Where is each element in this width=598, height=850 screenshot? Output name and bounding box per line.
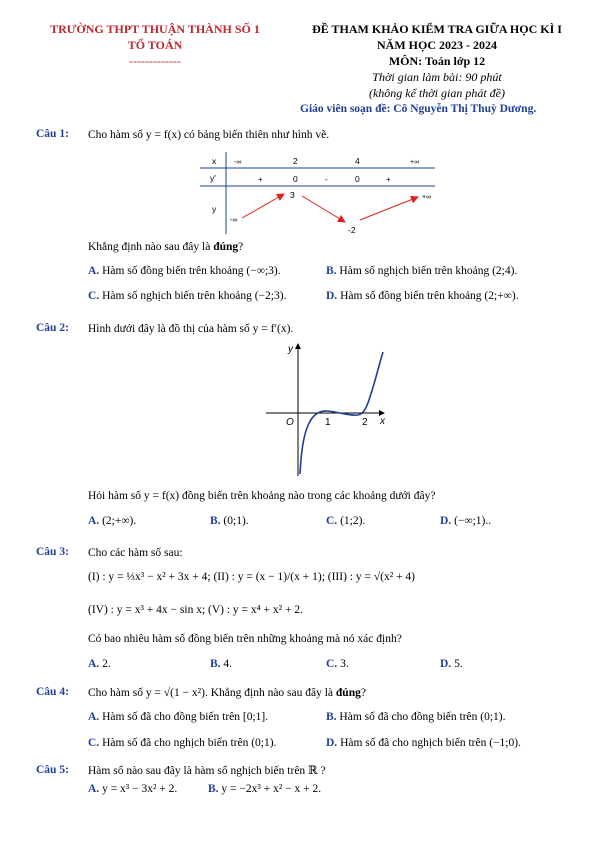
- arrow-decreasing: [302, 196, 345, 222]
- arrow-increasing-1: [242, 194, 284, 218]
- table-yp-label: y': [210, 173, 216, 183]
- arrow-increasing-2: [360, 197, 418, 220]
- exam-time: Thời gian làm bài: 90 phút: [372, 70, 502, 84]
- q2-option-b[interactable]: B. (0;1).: [210, 515, 249, 527]
- q2-option-d[interactable]: D. (−∞;1)..: [440, 515, 492, 527]
- x-tick-1: 1: [325, 417, 331, 428]
- table-yp-val-3: -: [325, 174, 328, 184]
- exam-title: ĐỀ THAM KHẢO KIỂM TRA GIỮA HỌC KÌ I: [312, 22, 562, 36]
- q1-option-c[interactable]: C. Hàm số nghịch biến trên khoảng (−2;3).: [88, 290, 287, 302]
- y-axis-label: y: [288, 344, 293, 355]
- question-5-stem: Hàm số nào sau đây là hàm số nghịch biến trên ℝ ?: [88, 765, 326, 777]
- variation-table: [200, 152, 435, 234]
- exam-time-note: (không kể thời gian phát đề): [368, 86, 506, 100]
- question-4-label: Câu 4:: [36, 686, 69, 698]
- table-x-val-3: 4: [355, 156, 360, 166]
- department-name: TỔ TOÁN: [127, 38, 183, 52]
- table-x-label: x: [212, 156, 217, 166]
- q4-option-d[interactable]: D. Hàm số đã cho nghịch biến trên (−1;0).: [326, 737, 521, 749]
- q2-option-c[interactable]: C. (1;2).: [326, 515, 366, 527]
- question-1-prompt: Khẳng định nào sau đây là đúng?: [88, 241, 244, 253]
- origin-label: O: [286, 417, 294, 428]
- question-3-functions-1: (I) : y = ⅓x³ − x² + 3x + 4; (II) : y = (x − 1)/(x + 1); (III) : y = √(x² + 4): [88, 571, 416, 583]
- q5-option-a[interactable]: A. y = x³ − 3x² + 2.: [88, 783, 178, 795]
- question-2-prompt: Hỏi hàm số y = f(x) đồng biến trên khoảng nào trong các khoảng dưới đây?: [88, 490, 436, 502]
- table-x-val-2: 2: [293, 156, 298, 166]
- table-y-label: y: [212, 204, 217, 214]
- question-1-label: Câu 1:: [36, 128, 69, 140]
- q5-option-b[interactable]: B. y = −2x³ + x² − x + 2.: [208, 783, 322, 795]
- table-x-val-4: +∞: [410, 159, 420, 166]
- table-yp-val-4: 0: [355, 174, 360, 184]
- x-axis-label: x: [380, 416, 385, 427]
- table-y-val-1: -∞: [230, 217, 238, 224]
- table-y-val-3: -2: [348, 225, 356, 234]
- question-3-functions-2: (IV) : y = x³ + 4x − sin x; (V) : y = x⁴ + x² + 2.: [88, 604, 303, 616]
- header-divider: -------------: [129, 54, 181, 68]
- q3-option-b[interactable]: B. 4.: [210, 658, 233, 670]
- q4-option-c[interactable]: C. Hàm số đã cho nghịch biến trên (0;1).: [88, 737, 277, 749]
- x-tick-2: 2: [362, 417, 368, 428]
- q1-option-a[interactable]: A. Hàm số đồng biến trên khoảng (−∞;3).: [88, 265, 281, 277]
- table-yp-val-5: +: [386, 175, 391, 184]
- question-5-label: Câu 5:: [36, 764, 69, 776]
- question-3-prompt: Có bao nhiêu hàm số đồng biến trên những khoảng mà nó xác định?: [88, 633, 402, 645]
- q4-option-b[interactable]: B. Hàm số đã cho đồng biến trên (0;1).: [326, 711, 506, 723]
- q2-option-a[interactable]: A. (2;+∞).: [88, 515, 137, 527]
- question-2-stem: Hình dưới đây là đồ thị của hàm số y = f′(x).: [88, 323, 294, 335]
- question-2-label: Câu 2:: [36, 322, 69, 334]
- question-4-stem: Cho hàm số y = √(1 − x²). Khẳng định nào sau đây là đúng?: [88, 687, 366, 699]
- school-year: NĂM HỌC 2023 - 2024: [377, 38, 497, 52]
- question-3-stem: Cho các hàm số sau:: [88, 547, 183, 559]
- q1-option-d[interactable]: D. Hàm số đồng biến trên khoảng (2;+∞).: [326, 290, 519, 302]
- subject: MÔN: Toán lớp 12: [388, 54, 486, 68]
- q3-option-c[interactable]: C. 3.: [326, 658, 349, 670]
- teacher-credit: Giáo viên soạn đề: Cô Nguyễn Thị Thuỳ Dương.: [300, 103, 537, 115]
- table-x-val-1: -∞: [234, 159, 242, 166]
- table-y-val-4: +∞: [422, 194, 432, 201]
- table-y-val-2: 3: [290, 190, 295, 200]
- q3-option-a[interactable]: A. 2.: [88, 658, 111, 670]
- question-1-stem: Cho hàm số y = f(x) có bảng biến thiên như hình vẽ.: [88, 129, 330, 141]
- school-name: TRƯỜNG THPT THUẬN THÀNH SỐ 1: [50, 22, 260, 36]
- derivative-graph: [262, 340, 392, 480]
- table-yp-val-2: 0: [293, 174, 298, 184]
- table-yp-val-1: +: [258, 175, 263, 184]
- q3-option-d[interactable]: D. 5.: [440, 658, 463, 670]
- q4-option-a[interactable]: A. Hàm số đã cho đồng biến trên [0;1].: [88, 711, 269, 723]
- q1-option-b[interactable]: B. Hàm số nghịch biến trên khoảng (2;4).: [326, 265, 518, 277]
- question-3-label: Câu 3:: [36, 546, 69, 558]
